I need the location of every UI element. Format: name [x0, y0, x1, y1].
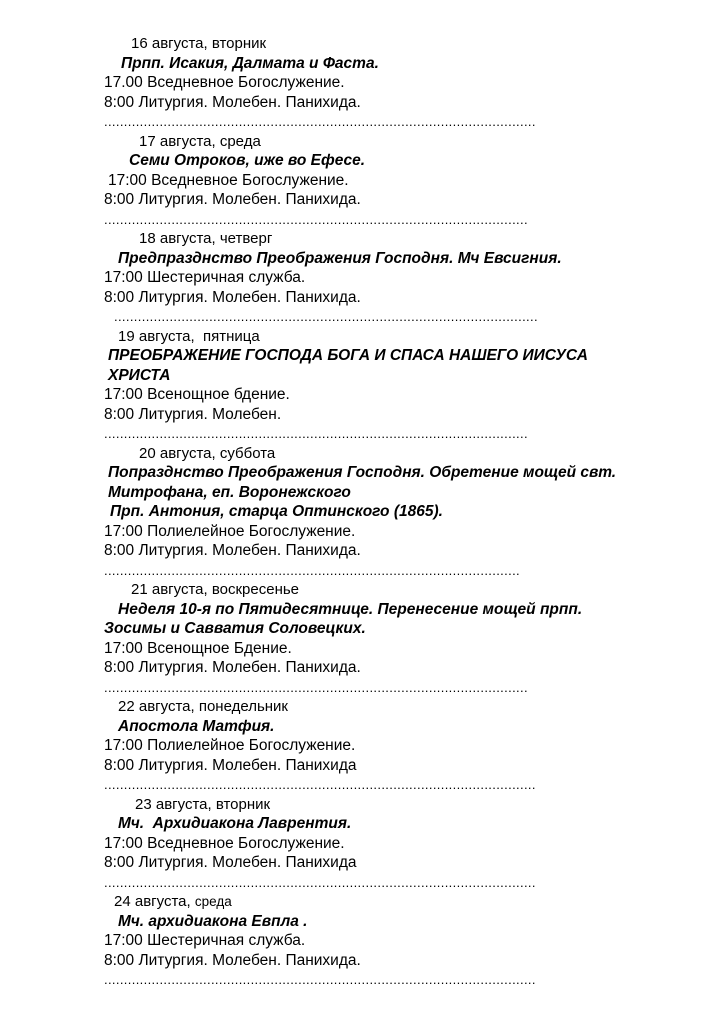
schedule-entry	[0, 697, 724, 795]
feast-title: Апостола Матфия.	[118, 717, 275, 735]
entry-date-day: 24 августа,	[114, 893, 191, 910]
schedule-entry	[0, 892, 724, 990]
vespers-service: 17:00 Всенощное Бдение.	[104, 639, 292, 657]
dotted-divider: .............................................................................................................	[104, 777, 536, 792]
liturgy-service: 8:00 Литургия. Молебен. Панихида	[104, 756, 357, 774]
service-schedule	[0, 34, 724, 990]
entry-date: 17 августа, среда	[139, 132, 261, 150]
schedule-entry	[0, 229, 724, 327]
liturgy-service: 8:00 Литургия. Молебен. Панихида.	[104, 191, 361, 208]
liturgy-service: 8:00 Литургия. Молебен.	[104, 405, 282, 423]
schedule-entry	[0, 795, 724, 893]
entry-date: 18 августа, четверг	[139, 230, 273, 247]
schedule-entry	[0, 132, 724, 230]
schedule-entry	[0, 34, 724, 132]
liturgy-service: 8:00 Литургия. Молебен. Панихида.	[104, 951, 361, 969]
schedule-entry	[0, 580, 724, 697]
feast-title: Мч. Архидиакона Лаврентия.	[118, 815, 352, 832]
vespers-service: 17:00 Всенощное бдение.	[104, 386, 290, 403]
dotted-divider: .............................................................................................................	[104, 874, 536, 890]
vespers-service: 17:00 Вседневное Богослужение.	[104, 834, 345, 852]
feast-title: Попразднство Преображения Господня. Обретение мощей свт.	[108, 464, 617, 481]
feast-title: Прпп. Исакия, Далмата и Фаста.	[121, 54, 379, 72]
feast-title-continued: Митрофана, еп. Воронежского	[108, 483, 351, 501]
entry-date: 16 августа, вторник	[131, 35, 267, 52]
entry-date	[0, 892, 724, 912]
feast-title-continued: Зосимы и Савватия Соловецких.	[104, 620, 366, 637]
liturgy-service: 8:00 Литургия. Молебен. Панихида.	[104, 659, 361, 676]
dotted-divider: ...........................................................................................................	[104, 679, 528, 695]
dotted-divider: .............................................................................................................	[104, 114, 536, 129]
dotted-divider: ...........................................................................................................	[104, 211, 528, 227]
vespers-service: 17:00 Полиелейное Богослужение.	[104, 737, 356, 754]
entry-date: 23 августа, вторник	[135, 795, 271, 813]
vespers-service: 17:00 Полиелейное Богослужение.	[104, 522, 356, 540]
feast-title: Семи Отроков, иже во Ефесе.	[129, 152, 366, 169]
dotted-divider: ...........................................................................................................	[104, 426, 528, 441]
dotted-divider: ...........................................................................................................	[114, 309, 538, 324]
schedule-entry	[0, 444, 724, 581]
feast-title-continued: ХРИСТА	[108, 366, 171, 384]
feast-title-continued: Прп. Антония, старца Оптинского (1865).	[110, 503, 443, 520]
vespers-service: 17:00 Шестеричная служба.	[104, 269, 306, 286]
feast-title: Неделя 10-я по Пятидесятнице. Перенесение мощей прпп.	[118, 600, 583, 618]
feast-title: ПРЕОБРАЖЕНИЕ ГОСПОДА БОГА И СПАСА НАШЕГО ИИСУСА	[108, 347, 588, 364]
liturgy-service: 8:00 Литургия. Молебен. Панихида.	[104, 93, 361, 111]
liturgy-service: 8:00 Литургия. Молебен. Панихида.	[104, 542, 361, 559]
dotted-divider: .........................................................................................................	[104, 562, 520, 578]
liturgy-service: 8:00 Литургия. Молебен. Панихида.	[104, 288, 361, 306]
entry-date: 19 августа, пятница	[118, 327, 260, 345]
liturgy-service: 8:00 Литургия. Молебен. Панихида	[104, 854, 357, 871]
vespers-service: 17:00 Шестеричная служба.	[104, 932, 306, 949]
entry-date: 22 августа, понедельник	[118, 698, 288, 715]
entry-date: 21 августа, воскресенье	[131, 581, 300, 598]
entry-date: 20 августа, суббота	[139, 444, 276, 462]
schedule-entry	[0, 327, 724, 444]
dotted-divider: .............................................................................................................	[104, 972, 536, 987]
vespers-service: 17.00 Вседневное Богослужение.	[104, 74, 345, 91]
vespers-service: 17:00 Вседневное Богослужение.	[108, 171, 349, 189]
feast-title: Мч. архидиакона Евпла .	[118, 912, 308, 930]
entry-date-weekday: среда	[194, 894, 232, 909]
feast-title: Предпразднство Преображения Господня. Мч Евсигния.	[118, 249, 562, 267]
